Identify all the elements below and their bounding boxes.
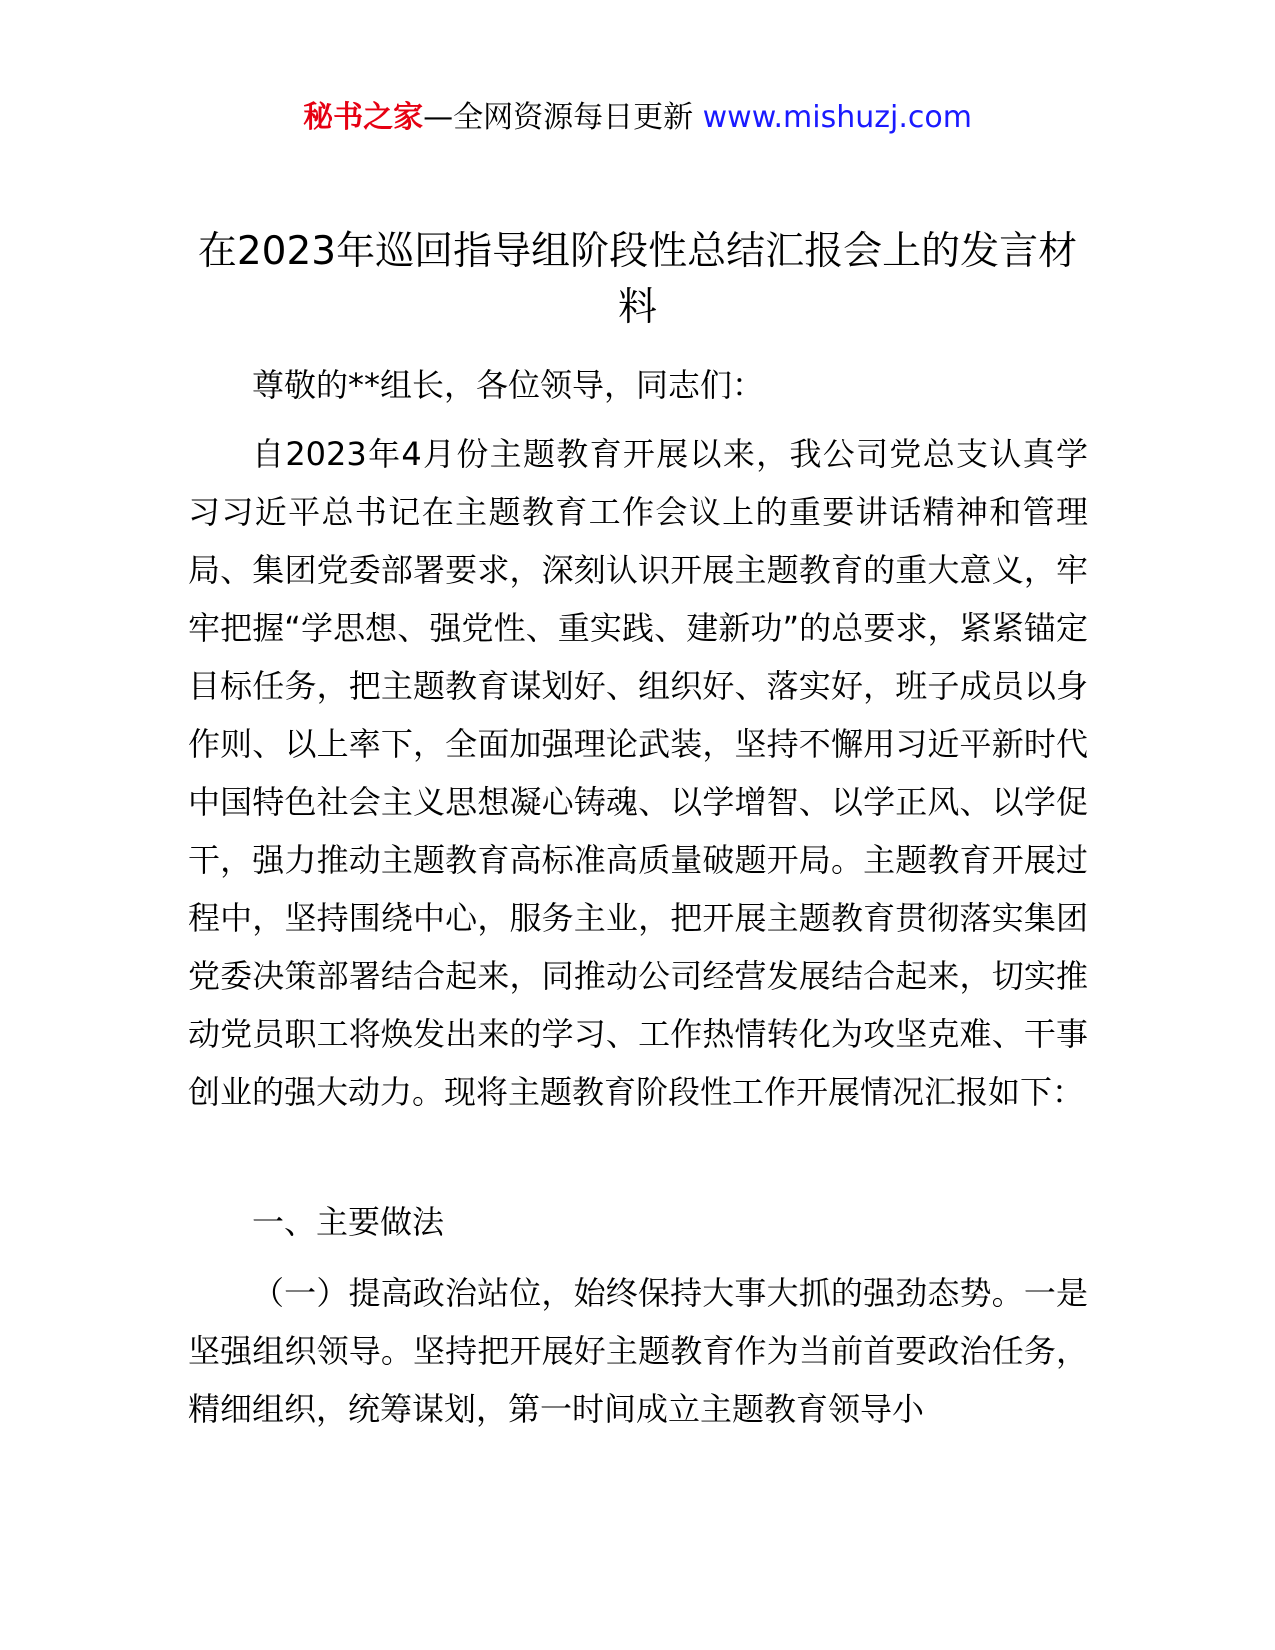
body-paragraph-section-1: （一）提高政治站位，始终保持大事大抓的强劲态势。一是坚强组织领导。坚持把开展好主题教育作为当前首要政治任务，精细组织，统筹谋划，第一时间成立主题教育领导小 bbox=[188, 1274, 1088, 1428]
brand-name: 秘书之家 bbox=[303, 100, 424, 135]
header-tagline: —全网资源每日更新 bbox=[423, 100, 694, 135]
site-url-link[interactable]: www.mishuzj.com bbox=[702, 100, 972, 135]
salutation: 尊敬的**组长，各位领导，同志们： bbox=[252, 366, 765, 404]
body-paragraph-intro: 自2023年4月份主题教育开展以来，我公司党总支认真学习习近平总书记在主题教育工作会议上的重要讲话精神和管理局、集团党委部署要求，深刻认识开展主题教育的重大意义，牢牢把握“学思想、强党性、重实践、建新功”的总要求，紧紧锚定目标任务，把主题教育谋划好、组织好、落实好，班子成员以身作则、以上率下，全面加强理论武装，坚持不懈用习近平新时代中国特色社会主义思想凝心铸魂、以学增智、以学正风、以学促干，强力推动主题教育高标准高质量破题开局。主题教育开展过程中，坚持围绕中心，服务主业，把开展主题教育贯彻落实集团党委决策部署结合起来，同推动公司经营发展结合起来，切实推动党员职工将焕发出来的学习、工作热情转化为攻坚克难、干事创业的强大动力。现将主题教育阶段性工作开展情况汇报如下： bbox=[188, 435, 1088, 1111]
document-title: 在2023年巡回指导组阶段性总结汇报会上的发言材料 bbox=[197, 229, 1078, 330]
site-header bbox=[0, 98, 1275, 138]
section-heading: 一、主要做法 bbox=[252, 1203, 445, 1241]
